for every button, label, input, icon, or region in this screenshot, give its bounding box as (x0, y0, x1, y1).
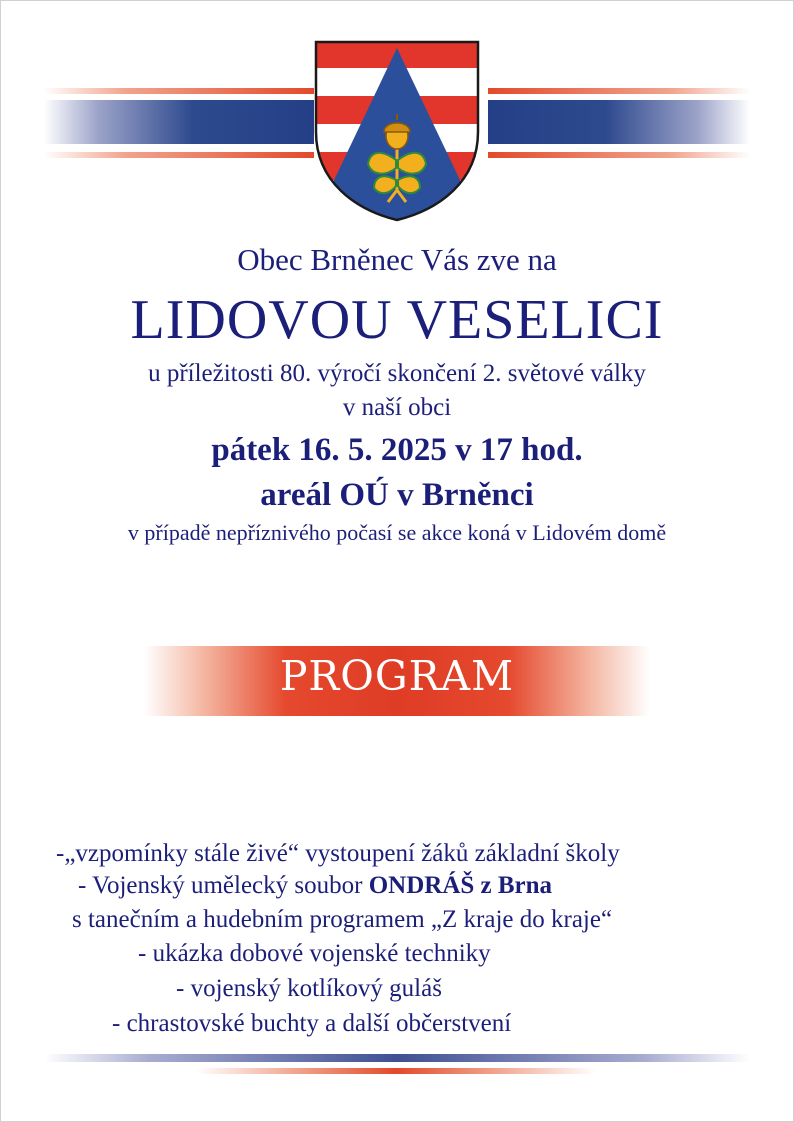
program-item: - chrastovské buchty a další občerstvení (112, 1010, 512, 1037)
occasion-text-continued: v naší obci (342, 394, 452, 421)
event-date: pátek 16. 5. 2025 v 17 hod. (211, 432, 583, 468)
program-item-highlight: ONDRÁŠ z Brna (368, 872, 553, 899)
coat-of-arms-icon (314, 40, 480, 222)
top-left-red-line-upper (44, 88, 314, 94)
bottom-blue-line (44, 1054, 750, 1062)
weather-note: v případě nepříznivého počasí se akce koná v Lidovém domě (127, 520, 667, 545)
top-left-blue-band (44, 100, 314, 144)
program-item-prefix: - Vojenský umělecký soubor (78, 872, 369, 899)
top-right-blue-band (488, 100, 750, 144)
top-right-red-line-upper (488, 88, 750, 94)
program-item: - vojenský kotlíkový guláš (176, 975, 442, 1002)
program-item: -„vzpomínky stále živé“ vystoupení žáků základní školy (56, 840, 620, 867)
program-item: s tanečním a hudebním programem „Z kraje do kraje“ (72, 906, 613, 933)
program-item: - ukázka dobové vojenské techniky (138, 940, 491, 967)
top-left-red-line-lower (44, 152, 314, 158)
program-item (78, 872, 552, 900)
invite-text: Obec Brněnec Vás zve na (237, 242, 557, 277)
occasion-text: u příležitosti 80. výročí skončení 2. světové války (148, 360, 646, 387)
page-title: LIDOVOU VESELICI (130, 289, 664, 351)
event-place: areál OÚ v Brněnci (260, 477, 534, 513)
program-heading: PROGRAM (279, 652, 515, 700)
bottom-red-line (196, 1068, 596, 1074)
top-right-red-line-lower (488, 152, 750, 158)
